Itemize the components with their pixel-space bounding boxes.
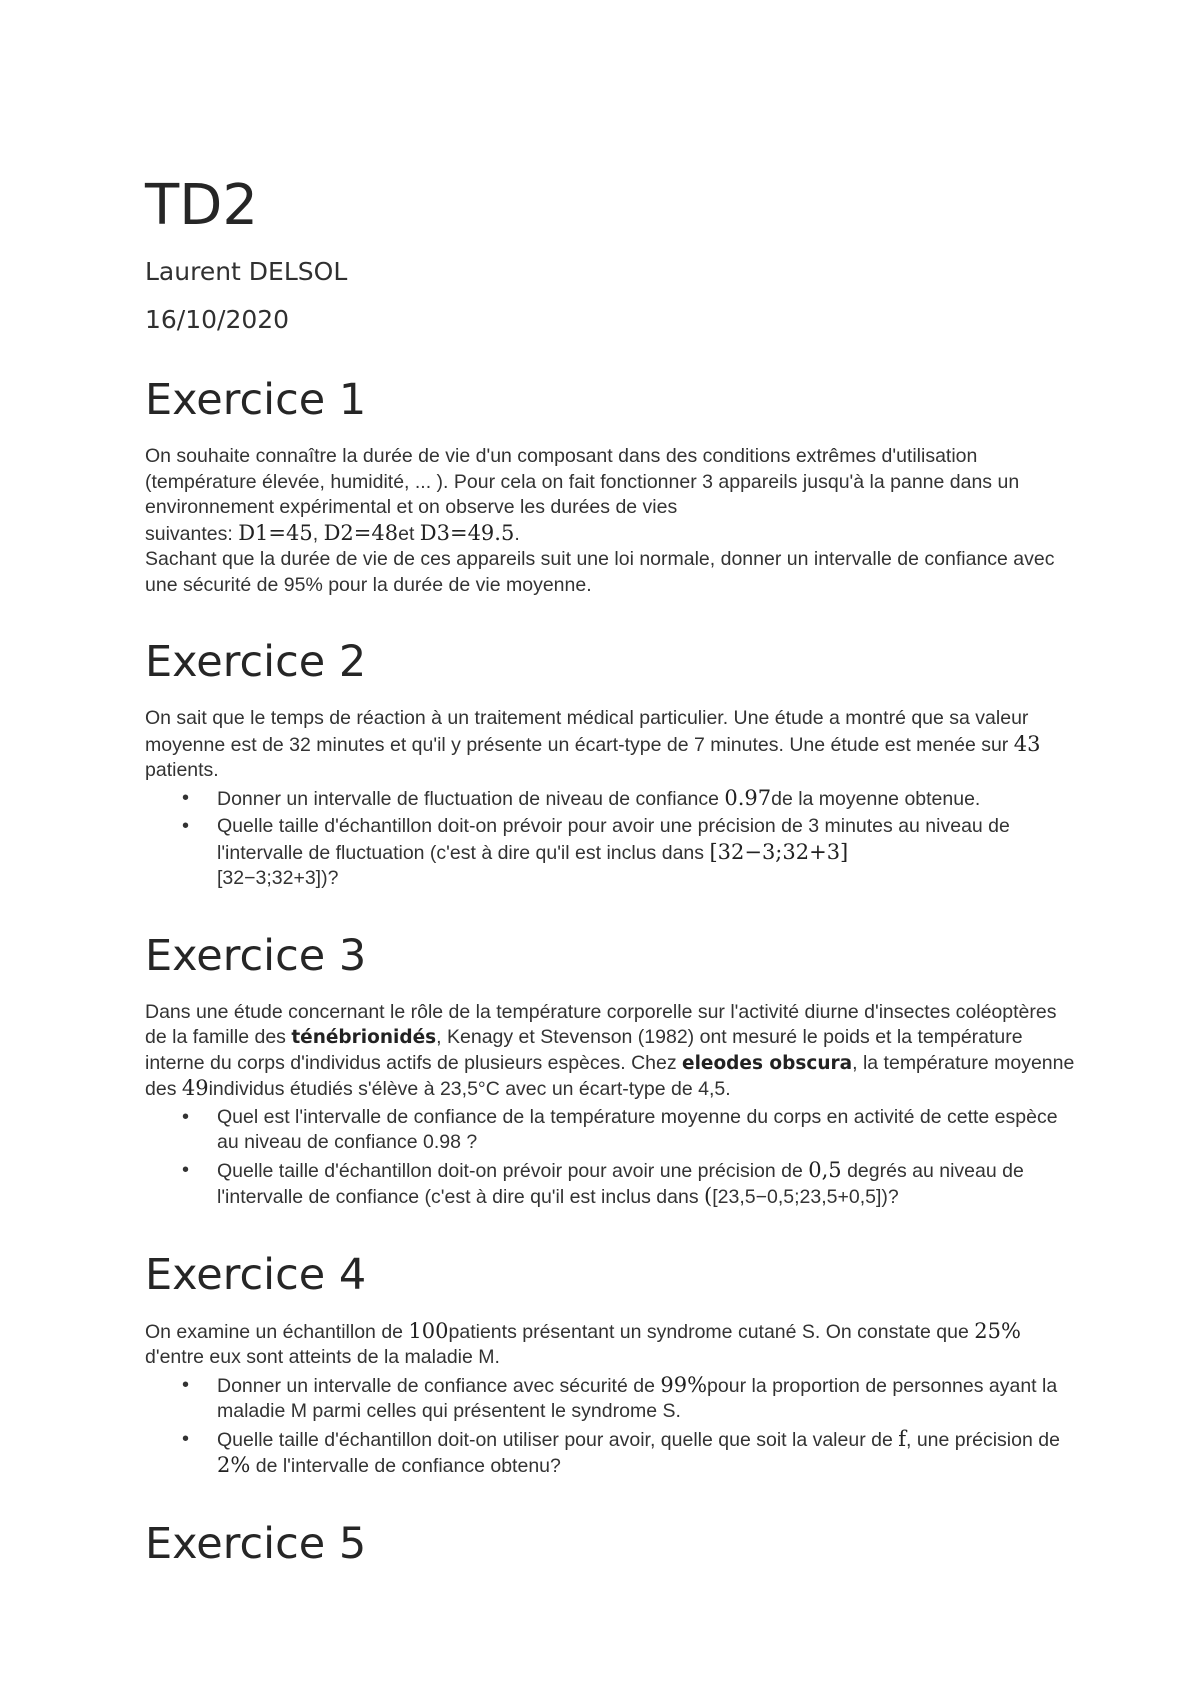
list-item (182, 785, 1075, 813)
document-title: TD2 (145, 173, 258, 238)
exercise-1-paragraph-2: Sachant que la durée de vie de ces appareils suit une loi normale, donner un intervalle de confiance avec une sécurité de 95% pour la durée de vie moyenne. (145, 548, 1055, 596)
exercise-1-body (145, 444, 1075, 598)
author: Laurent DELSOL (145, 257, 348, 286)
text: On sait que le temps de réaction à un traitement médical particulier. Une étude a montré que sa valeur moyenne est de 32 minutes et qu'il y présente un écart-type de 7 minutes. Une étude est menée sur (145, 707, 1029, 756)
exercise-2-paragraph (145, 706, 1075, 784)
math-d2: D2=48 (323, 520, 399, 545)
text: [32−3;32+3])? (217, 867, 339, 889)
text: Donner un intervalle de fluctuation de niveau de confiance (217, 787, 725, 810)
bullet-icon: • (182, 1105, 190, 1128)
text: , la température moyenne des (145, 1051, 1075, 1100)
list-item (182, 1372, 1075, 1425)
bold-term: eleodes obscura (682, 1052, 853, 1074)
list-item (182, 814, 1075, 892)
math-n: 49 (181, 1076, 209, 1100)
bullet-icon: • (182, 815, 190, 837)
date: 16/10/2020 (145, 305, 290, 334)
text: Donner un intervalle de confiance avec sécurité de (217, 1374, 661, 1397)
exercise-1-heading: Exercice 1 (145, 375, 367, 425)
math-percent: 25% (974, 1318, 1021, 1343)
text: On souhaite connaître la durée de vie d'un composant dans des conditions extrêmes d'utilisation (température élevée, humidité, ... ). Pour cela on fait fonctionner 3 appareils jusqu'à la panne dans un environnement expérimental et on observe les durées de vies (145, 445, 1020, 518)
bullet-icon: • (182, 786, 190, 809)
math-d3: D3=49.5 (419, 520, 515, 545)
bullet-icon: • (182, 1158, 190, 1181)
list-item (182, 1157, 1075, 1211)
text: et (398, 522, 420, 545)
exercise-4-heading: Exercice 4 (145, 1249, 367, 1300)
bold-term: ténébrionidés (291, 1027, 437, 1048)
text: pour la proportion de personnes ayant la maladie M parmi celles qui présentent le syndrome S. (217, 1374, 1058, 1422)
math-f: f (898, 1426, 906, 1451)
text: patients. (145, 759, 219, 781)
math-d1: D1=45 (238, 520, 313, 545)
document-page (145, 170, 1075, 1588)
exercise-4-paragraph (145, 1319, 1075, 1371)
bullet-icon: • (182, 1373, 190, 1396)
bullet-icon: • (182, 1427, 190, 1450)
math-percent: 2% (217, 1453, 251, 1477)
text: Quelle taille d'échantillon doit-on utiliser pour avoir, quelle que soit la valeur de (217, 1428, 899, 1451)
math-n: 100 (408, 1318, 449, 1343)
exercise-2-list (145, 786, 1075, 892)
text: patients présentant un syndrome cutané S. On constate que (448, 1320, 975, 1343)
text: Quelle taille d'échantillon doit-on prévoir pour avoir une précision de (217, 1159, 809, 1182)
list-item (182, 1426, 1075, 1480)
text: , Kenagy et Stevenson (1982) ont mesuré le poids et la température interne du corps d'individus actifs de plusieurs espèces. Chez (145, 1026, 1023, 1074)
exercise-1-paragraph-1 (145, 444, 1075, 547)
text: Dans une étude concernant le rôle de la température corporelle sur l'activité diurne d'insectes coléoptères de la famille des (145, 1000, 1057, 1048)
text: individus étudiés s'élève à 23,5°C avec un écart-type de 4,5. (208, 1078, 731, 1100)
text: d'entre eux sont atteints de la maladie M. (145, 1346, 500, 1368)
exercise-2-body (145, 706, 1075, 892)
exercise-3-body (145, 1000, 1075, 1211)
math-paren: ( (704, 1184, 713, 1208)
math-interval: [32−3;32+3] (709, 839, 849, 864)
math-confidence: 0.97 (724, 785, 772, 810)
text: degrés au niveau de l'intervalle de confiance (c'est à dire qu'il est inclus dans (217, 1159, 1024, 1208)
exercise-4-list (145, 1373, 1075, 1480)
text: . (514, 522, 520, 545)
list-item (182, 1105, 1075, 1156)
exercise-4-body (145, 1319, 1075, 1480)
math-security: 99% (660, 1372, 708, 1397)
exercise-3-heading: Exercice 3 (145, 930, 367, 981)
math-n: 43 (1013, 731, 1041, 756)
text: [23,5−0,5;23,5+0,5])? (712, 1186, 899, 1208)
exercise-3-paragraph (145, 1000, 1075, 1103)
exercise-5-heading: Exercice 5 (145, 1518, 367, 1569)
math-precision: 0,5 (808, 1157, 842, 1182)
exercise-2-heading: Exercice 2 (145, 637, 367, 687)
text: suivantes: (145, 522, 239, 545)
text: , une précision de (906, 1428, 1060, 1451)
text: de l'intervalle de confiance obtenu? (250, 1455, 561, 1477)
text: On examine un échantillon de (145, 1320, 409, 1343)
text: Quelle taille d'échantillon doit-on prévoir pour avoir une précision de 3 minutes au niveau de l'intervalle de fluctuation (c'est à dire qu'il est inclus dans (217, 815, 1010, 864)
text: Quel est l'intervalle de confiance de la température moyenne du corps en activité de cette espèce au niveau de confiance 0.98 ? (217, 1105, 1058, 1153)
exercise-3-list (145, 1105, 1075, 1211)
text: , (312, 522, 324, 545)
text: de la moyenne obtenue. (771, 787, 981, 810)
